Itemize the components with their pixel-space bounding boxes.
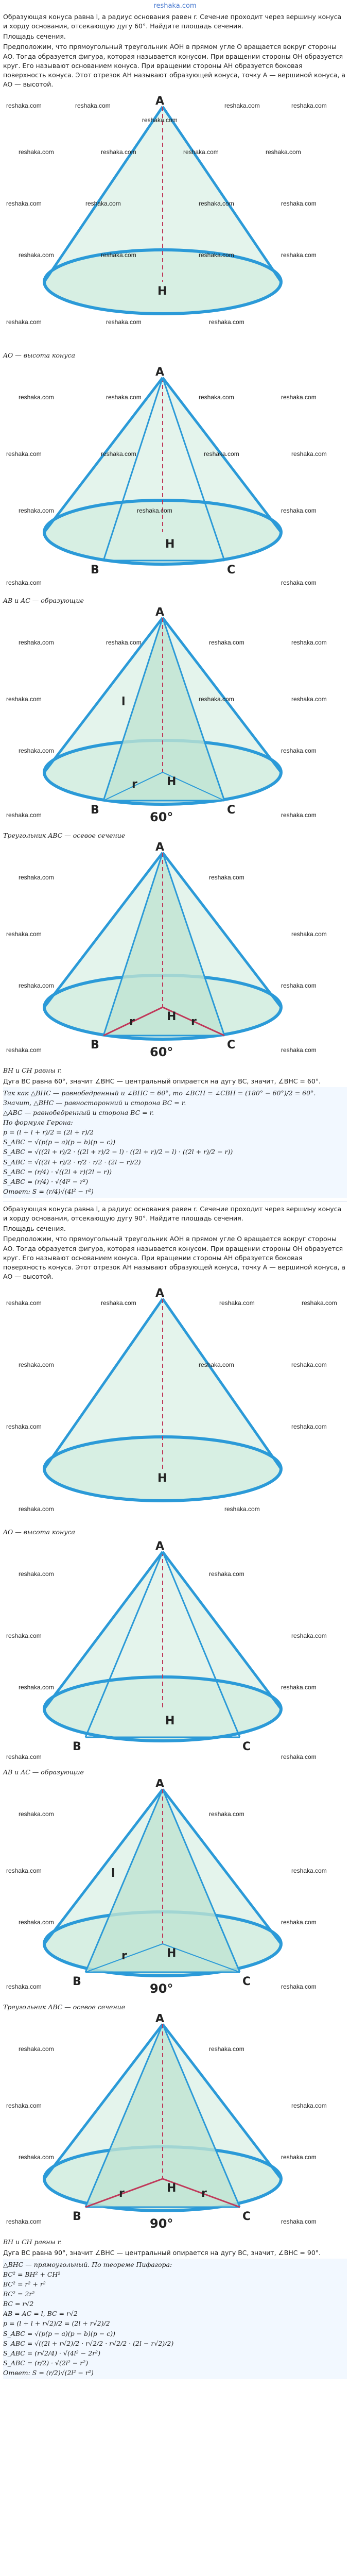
vertex-h-label: H	[167, 1947, 177, 1960]
watermark: reshaka.com	[6, 1867, 42, 1875]
watermark: reshaka.com	[19, 2154, 54, 2161]
cone-diagram-radii-2	[3, 2014, 347, 2235]
watermark: reshaka.com	[19, 1361, 54, 1368]
arc-angle-label: 60°	[150, 810, 173, 825]
watermark: reshaka.com	[6, 2102, 42, 2110]
vertex-a-label: A	[155, 842, 165, 854]
watermark: reshaka.com	[281, 394, 317, 401]
solution-heading-1: Площадь сечения.	[3, 32, 66, 41]
cone-diagram-height-2	[3, 1283, 347, 1526]
watermark: reshaka.com	[209, 2045, 244, 2053]
watermark: reshaka.com	[6, 1632, 42, 1640]
watermark: reshaka.com	[199, 251, 234, 259]
vertex-b-label: B	[73, 1975, 81, 1989]
watermark: reshaka.com	[291, 930, 327, 938]
vertex-c-label: C	[242, 2210, 251, 2224]
watermark: reshaka.com	[281, 2218, 317, 2226]
cone-figure-4	[3, 842, 347, 1064]
figure-caption-5: AO — высота конуса	[3, 1528, 75, 1536]
vertex-a-label: A	[155, 1540, 165, 1553]
vertex-h-label: H	[165, 538, 175, 551]
explanation-1: Предположим, что прямоугольный треугольник AOH в прямом угле O вращается вокруг стороны AO. Тогда образуется фигура, которая называется конусом. При вращении стороны OH образуется круг. Его называют основанием конуса. При вращении стороны AH образуется боковая поверхность конуса. Этот отрезок AH называют образующей конуса, точку A — вершиной конуса, а AO — высотой.	[3, 43, 346, 88]
watermark: reshaka.com	[291, 102, 327, 109]
solution-line: По формуле Герона:	[3, 1118, 73, 1126]
watermark: reshaka.com	[209, 1570, 244, 1578]
arc-angle-label: 90°	[150, 2216, 173, 2231]
watermark: reshaka.com	[6, 450, 42, 458]
solution-line: BC² = BH² + CH²	[3, 2270, 61, 2278]
vertex-h-label: H	[165, 1715, 175, 1728]
watermark: reshaka.com	[291, 1361, 327, 1368]
watermark: reshaka.com	[204, 450, 239, 458]
figure-caption-3: Треугольник ABC — осевое сечение	[3, 832, 126, 840]
radius-r-label: r	[119, 2187, 125, 2200]
watermark: reshaka.com	[101, 1299, 136, 1307]
vertex-h-label: H	[167, 1010, 177, 1024]
solution-reasoning-1	[3, 1087, 347, 1198]
watermark: reshaka.com	[291, 1867, 327, 1875]
watermark: reshaka.com	[199, 200, 234, 207]
watermark: reshaka.com	[19, 394, 54, 401]
watermark: reshaka.com	[75, 102, 111, 109]
watermark: reshaka.com	[209, 1810, 244, 1818]
task-intro-2: Образующая конуса равна l, а радиус основания равен r. Сечение проходит через вершину конуса и хорду основания, отсекающую дугу 90°. Найдите площадь сечения.	[3, 1205, 342, 1223]
solution-heading-2: Площадь сечения.	[3, 1225, 66, 1233]
watermark: reshaka.com	[291, 696, 327, 703]
radius-r-label: r	[129, 1015, 135, 1029]
generator-l-label: l	[111, 1867, 115, 1880]
cone-diagram-section-2	[3, 1779, 347, 2001]
cone-figure-6	[3, 1539, 347, 1766]
figure-caption-6: AB и AC — образующие	[3, 1768, 84, 1776]
watermark: reshaka.com	[6, 2218, 42, 2226]
vertex-c-label: C	[242, 1740, 251, 1754]
watermark: reshaka.com	[6, 1299, 42, 1307]
watermark: reshaka.com	[137, 507, 172, 515]
radius-r-label: r	[121, 1950, 127, 1963]
solution-line: S_ABC = (r/4) · √(4l² − r²)	[3, 1177, 89, 1185]
watermark: reshaka.com	[6, 1423, 42, 1430]
watermark: reshaka.com	[19, 982, 54, 990]
arc-angle-label: 90°	[150, 1981, 173, 1996]
vertex-a-label: A	[155, 607, 165, 619]
watermark: reshaka.com	[19, 1810, 54, 1818]
solution-line: S_ABC = √((2l + r√2)/2 · r√2/2 · r√2/2 · (2l − r√2)/2)	[3, 2339, 174, 2347]
watermark: reshaka.com	[281, 811, 317, 819]
site-title[interactable]: reshaka.com	[153, 2, 197, 10]
watermark: reshaka.com	[6, 318, 42, 326]
watermark: reshaka.com	[6, 1983, 42, 1991]
watermark: reshaka.com	[266, 148, 301, 156]
watermark: reshaka.com	[219, 1299, 255, 1307]
watermark: reshaka.com	[6, 1046, 42, 1054]
watermark: reshaka.com	[281, 507, 317, 515]
watermark: reshaka.com	[281, 579, 317, 587]
vertex-c-label: C	[242, 1975, 251, 1989]
solution-line: p = (l + l + r)/2 = (2l + r)/2	[3, 1128, 94, 1137]
figure-caption-4: BH и CH равны r.	[3, 1066, 62, 1075]
watermark: reshaka.com	[106, 318, 142, 326]
watermark: reshaka.com	[199, 1361, 234, 1368]
solution-line: BC = r√2	[3, 2300, 34, 2308]
vertex-h-label: H	[157, 285, 167, 298]
vertex-b-label: B	[73, 1740, 81, 1754]
figure-caption-4b: Дуга BC равна 60°, значит ∠BHC — центральный опирается на дугу BC, значит, ∠BHC = 60°.	[3, 1077, 321, 1085]
watermark: reshaka.com	[281, 2154, 317, 2161]
solution-line: △BHC — прямоугольный. По теореме Пифагора:	[3, 2260, 172, 2268]
watermark: reshaka.com	[281, 982, 317, 990]
solution-line: BC² = r² + r²	[3, 2280, 46, 2288]
cone-diagram-radii	[3, 842, 347, 1064]
watermark: reshaka.com	[101, 450, 136, 458]
watermark: reshaka.com	[6, 200, 42, 207]
cone-figure-2	[3, 362, 347, 594]
watermark: reshaka.com	[19, 1505, 54, 1513]
watermark: reshaka.com	[291, 2102, 327, 2110]
watermark: reshaka.com	[281, 747, 317, 755]
watermark: reshaka.com	[142, 116, 178, 124]
answer-line: Ответ: S = (r/4)√(4l² − r²)	[3, 1187, 94, 1195]
watermark: reshaka.com	[19, 148, 54, 156]
solution-line: S_ABC = (r/4) · √((2l + r)(2l − r))	[3, 1167, 112, 1176]
watermark: reshaka.com	[6, 811, 42, 819]
vertex-b-label: B	[91, 804, 99, 817]
solution-line: △ABC — равнобедренный и сторона BC = r.	[3, 1108, 154, 1116]
solution-line: S_ABC = (r√2/4) · √(4l² − 2r²)	[3, 2349, 101, 2357]
watermark: reshaka.com	[19, 507, 54, 515]
cone-figure-8	[3, 2014, 347, 2235]
figure-caption-2: AB и AC — образующие	[3, 597, 84, 605]
watermark: reshaka.com	[19, 639, 54, 647]
figure-caption-8b: Дуга BC равна 90°, значит ∠BHC — центральный опирается на дугу BC, значит, ∠BHC = 90°.	[3, 2248, 321, 2257]
answer-line: Ответ: S = (r/2)√(2l² − r²)	[3, 2369, 94, 2377]
solution-line: S_ABC = √(p(p − a)(p − b)(p − c))	[3, 1138, 115, 1146]
vertex-h-label: H	[167, 2182, 177, 2195]
radius-r-label-2: r	[191, 1015, 197, 1029]
arc-angle-label: 60°	[150, 1045, 173, 1060]
cone-figure-3	[3, 607, 347, 829]
solution-line: S_ABC = √(p(p − a)(p − b)(p − c))	[3, 2329, 115, 2337]
solution-line: S_ABC = √((2l + r)/2 · ((2l + r)/2 − l) · ((2l + r)/2 − l) · ((2l + r)/2 − r))	[3, 1148, 233, 1156]
watermark: reshaka.com	[281, 1919, 317, 1926]
task-intro-1: Образующая конуса равна l, а радиус основания равен r. Сечение проходит через вершину конуса и хорду основания, отсекающую дугу 60°. Найдите площадь сечения.	[3, 13, 342, 30]
vertex-c-label: C	[227, 804, 236, 817]
solution-line: S_ABC = (r/2) · √(2l² − r²)	[3, 2359, 89, 2367]
watermark: reshaka.com	[209, 874, 244, 882]
watermark: reshaka.com	[6, 930, 42, 938]
vertex-b-label: B	[73, 2210, 81, 2224]
watermark: reshaka.com	[6, 102, 42, 109]
watermark: reshaka.com	[302, 1299, 337, 1307]
watermark: reshaka.com	[291, 1632, 327, 1640]
watermark: reshaka.com	[209, 639, 244, 647]
watermark: reshaka.com	[199, 696, 234, 703]
cone-figure-5	[3, 1283, 347, 1526]
watermark: reshaka.com	[19, 2045, 54, 2053]
watermark: reshaka.com	[199, 394, 234, 401]
watermark: reshaka.com	[183, 148, 219, 156]
watermark: reshaka.com	[101, 148, 136, 156]
watermark: reshaka.com	[6, 696, 42, 703]
watermark: reshaka.com	[281, 1753, 317, 1761]
solution-line: Так как △BHC — равнобедренный и ∠BHC = 60°, то ∠BCH = ∠CBH = (180° − 60°)/2 = 60°.	[3, 1089, 316, 1097]
cone-figure-1	[3, 91, 347, 349]
vertex-b-label: B	[91, 564, 99, 577]
watermark: reshaka.com	[291, 450, 327, 458]
watermark: reshaka.com	[106, 639, 142, 647]
watermark: reshaka.com	[281, 1046, 317, 1054]
watermark: reshaka.com	[224, 1505, 260, 1513]
radius-r-label-2: r	[201, 2187, 207, 2200]
radius-r-label: r	[132, 778, 137, 791]
watermark: reshaka.com	[6, 579, 42, 587]
watermark: reshaka.com	[19, 874, 54, 882]
watermark: reshaka.com	[291, 639, 327, 647]
vertex-a-label: A	[155, 366, 165, 379]
solution-line: BC² = 2r²	[3, 2290, 35, 2298]
watermark: reshaka.com	[19, 747, 54, 755]
watermark: reshaka.com	[281, 200, 317, 207]
watermark: reshaka.com	[281, 1983, 317, 1991]
watermark: reshaka.com	[19, 1684, 54, 1691]
figure-caption-7: Треугольник ABC — осевое сечение	[3, 2003, 126, 2011]
vertex-h-label: H	[167, 775, 177, 789]
watermark: reshaka.com	[106, 394, 142, 401]
solution-reasoning-2	[3, 2259, 347, 2380]
vertex-a-label: A	[155, 1287, 165, 1300]
solution-line: Значит, △BHC — равносторонний и сторона BC = r.	[3, 1098, 186, 1107]
watermark: reshaka.com	[209, 318, 244, 326]
watermark: reshaka.com	[281, 1684, 317, 1691]
watermark: reshaka.com	[291, 1423, 327, 1430]
figure-caption-1: AO — высота конуса	[3, 351, 75, 359]
watermark: reshaka.com	[281, 251, 317, 259]
watermark: reshaka.com	[6, 1753, 42, 1761]
solution-line: p = (l + l + r√2)/2 = (2l + r√2)/2	[3, 2319, 110, 2328]
cone-figure-7	[3, 1779, 347, 2001]
vertex-a-label: A	[155, 1779, 165, 1791]
vertex-c-label: C	[227, 1039, 236, 1052]
cone-diagram-height	[3, 91, 347, 349]
generator-l-label: l	[121, 696, 126, 709]
document-body	[0, 12, 350, 2379]
watermark: reshaka.com	[19, 251, 54, 259]
watermark: reshaka.com	[19, 1570, 54, 1578]
vertex-b-label: B	[91, 1039, 99, 1052]
cone-diagram-generators-2	[3, 1539, 347, 1766]
watermark: reshaka.com	[19, 1919, 54, 1926]
vertex-a-label: A	[155, 95, 165, 108]
vertex-h-label: H	[157, 1472, 167, 1485]
explanation-2: Предположим, что прямоугольный треугольник AOH в прямом угле O вращается вокруг стороны AO. Тогда образуется фигура, которая называется конусом. При вращении стороны OH образуется круг. Его называют основанием конуса. При вращении стороны AH образуется боковая поверхность конуса. Этот отрезок AH называют образующей конуса, точку A — вершиной конуса, а AO — высотой.	[3, 1235, 346, 1280]
vertex-c-label: C	[227, 564, 236, 577]
watermark: reshaka.com	[85, 200, 121, 207]
watermark: reshaka.com	[101, 251, 136, 259]
figure-caption-8: BH и CH равны r.	[3, 2238, 62, 2246]
vertex-a-label: A	[155, 2014, 165, 2026]
watermark: reshaka.com	[224, 102, 260, 109]
solution-line: S_ABC = √((2l + r)/2 · r/2 · r/2 · (2l − r)/2)	[3, 1158, 141, 1166]
solution-line: AB = AC = l, BC = r√2	[3, 2310, 78, 2318]
